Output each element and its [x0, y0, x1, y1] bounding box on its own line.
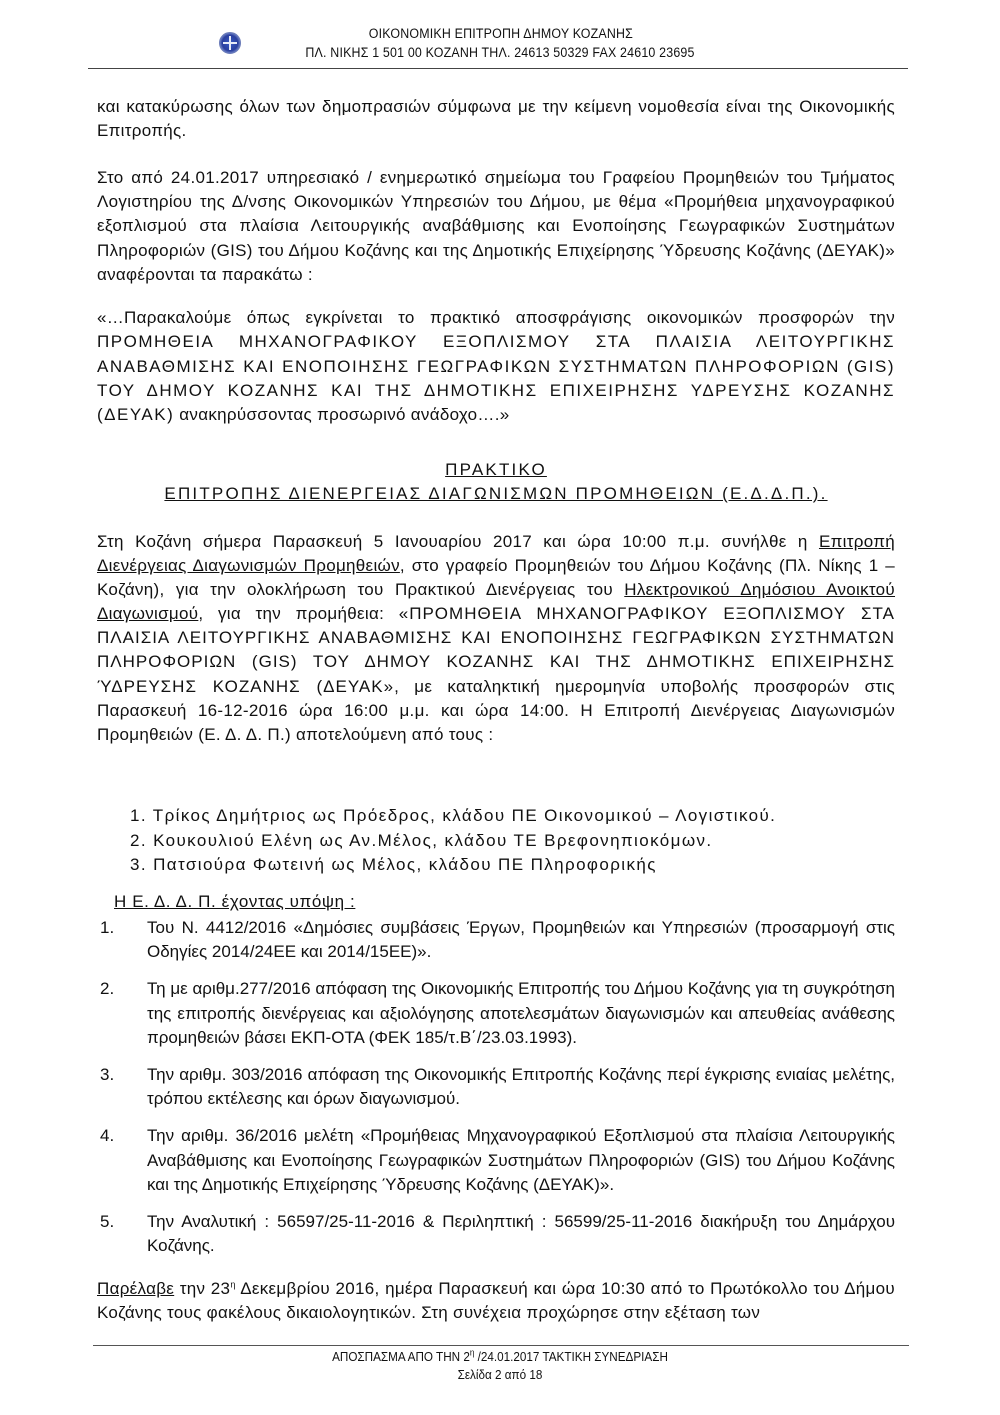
received-paragraph — [97, 1277, 895, 1325]
reference-number: 2. — [100, 979, 115, 999]
letterhead-address: ΠΛ. ΝΙΚΗΣ 1 501 00 ΚΟΖΑΝΗ ΤΗΛ. 24613 50329 FAX 24610 23695 — [305, 45, 695, 60]
received-text-2: Δεκεμβρίου 2016, ημέρα Παρασκευή και ώρα 10:30 από το Πρωτόκολλο του Δήμου Κοζάνης τους φακέλους δικαιολογητικών. Στη συνέχεια προχώρησε στην εξέταση των — [97, 1279, 895, 1323]
footer-ordinal: η — [469, 1347, 475, 1358]
paragraph-memo-text: Στο από 24.01.2017 υπηρεσιακό / ενημερωτικό σημείωμα του Γραφείου Προμηθειών του Τμήματος Λογιστηρίου της Δ/νσης Οικονομικών Υπηρεσιών του Δήμου, με θέμα «Προμήθεια μηχανογραφικού εξοπλισμού στα πλαίσια Λειτουργικής αναβάθμισης και Ενοποίησης Γεωγραφικών Συστημάτων Πληροφοριών (GIS) του Δήμου Κοζάνης και της Δημοτικής Επιχείρησης Ύδρευσης Κοζάνης (ΔΕΥΑΚ)» αναφέρονται τα παρακάτω : — [97, 168, 895, 284]
paragraph-intro — [97, 95, 895, 143]
received-label: Παρέλαβε — [97, 1279, 175, 1298]
page-number: Σελίδα 2 από 18 — [457, 1367, 543, 1382]
committee-members — [130, 804, 900, 878]
footer-session-date: /24.01.2017 ΤΑΚΤΙΚΗ ΣΥΝΕΔΡΙΑΣΗ — [474, 1349, 668, 1364]
reference-text: Τη με αριθμ.277/2016 απόφαση της Οικονομικής Επιτροπής του Δήμου Κοζάνης για τη συγκρότηση της επιτροπής διενέργειας και αξιολόγησης αποτελεσμάτων διαγωνισμών και απευθείας ανάθεσης προμηθειών βάσει ΕΚΠ-ΟΤΑ (ΦΕΚ 185/τ.Β΄/23.03.1993). — [147, 979, 895, 1047]
footer-session-text: ΑΠΟΣΠΑΣΜΑ ΑΠΟ ΤΗΝ 2 — [332, 1349, 470, 1364]
meeting-text-2: , στο γραφείο Προμηθειών του Δήμου Κοζάνης (Πλ. Νίκης 1 – Κοζάνη), για την ολοκλήρωση του Πρακτικού Διενέργειας του — [97, 556, 895, 600]
quote-caps: ΠΡΟΜΗΘΕΙΑ ΜΗΧΑΝΟΓΡΑΦΙΚΟΥ ΕΞΟΠΛΙΣΜΟΥ ΣΤΑ ΠΛΑΙΣΙΑ ΛΕΙΤΟΥΡΓΙΚΗΣ ΑΝΑΒΑΘΜΙΣΗΣ ΚΑΙ ΕΝΟΠΟΙΗΣΗΣ ΓΕΩΓΡΑΦΙΚΩΝ ΣΥΣΤΗΜΑΤΩΝ ΠΛΗΡΟΦΟΡΙΩΝ (GIS) ΤΟΥ ΔΗΜΟΥ ΚΟΖΑΝΗΣ ΚΑΙ ΤΗΣ ΔΗΜΟΤΙΚΗΣ ΕΠΙΧΕΙΡΗΣΗΣ ΥΔΡΕΥΣΗΣ ΚΟΖΑΝΗΣ (ΔΕΥΑΚ) — [97, 332, 895, 425]
references-list — [97, 916, 895, 1271]
reference-text: Του Ν. 4412/2016 «Δημόσιες συμβάσεις Έργων, Προμηθειών και Υπηρεσιών (προσαρμογή στις Οδηγίες 2014/24ΕΕ και 2014/15ΕΕ)». — [147, 918, 895, 962]
reference-number: 5. — [100, 1212, 115, 1232]
quote-intro: «…Παρακαλούμε όπως εγκρίνεται το πρακτικό αποσφράγισης οικονομικών προσφορών την — [97, 308, 895, 327]
reference-number: 1. — [100, 918, 115, 937]
reference-item — [97, 916, 895, 964]
paragraph-intro-text: και κατακύρωσης όλων των δημοπρασιών σύμφωνα με την κείμενη νομοθεσία είναι της Οικονομικής Επιτροπής. — [97, 97, 895, 141]
committee-heading: ΕΠΙΤΡΟΠΗΣ ΔΙΕΝΕΡΓΕΙΑΣ ΔΙΑΓΩΝΙΣΜΩΝ ΠΡΟΜΗΘΕΙΩΝ (Ε.Δ.Δ.Π.). — [164, 484, 828, 503]
header-divider — [88, 68, 908, 69]
member-item: 1. Τρίκος Δημήτριος ως Πρόεδρος, κλάδου ΠΕ Οικονομικού – Λογιστικού. — [130, 806, 777, 825]
reference-text: Την αριθμ. 303/2016 απόφαση της Οικονομικής Επιτροπής Κοζάνης περί έγκρισης ενιαίας μελέτης, τρόπου εκτέλεσης και όρων διαγωνισμού. — [147, 1065, 895, 1109]
quote-end: ανακηρύσσοντας προσωρινό ανάδοχο….» — [174, 405, 510, 425]
footer-divider — [93, 1345, 909, 1346]
considering-heading: Η Ε. Δ. Δ. Π. έχοντας υπόψη : — [114, 892, 356, 911]
reference-number: 3. — [100, 1065, 115, 1085]
letterhead — [0, 24, 1000, 62]
reference-item — [97, 977, 895, 1050]
committee-name: Επιτροπή Διενέργειας Διαγωνισμών Προμηθειών — [97, 532, 895, 576]
meeting-text-1: Στη Κοζάνη σήμερα Παρασκευή 5 Ιανουαρίου 2017 και ώρα 10:00 π.μ. συνήλθε η — [97, 532, 819, 551]
received-text-1: την 23 — [174, 1279, 231, 1298]
paragraph-memo — [97, 166, 895, 287]
minutes-heading: ΠΡΑΚΤΙΚΟ — [445, 460, 547, 479]
reference-number: 4. — [100, 1126, 115, 1146]
ordinal-suffix: η — [230, 1279, 236, 1290]
tender-type: Ηλεκτρονικού Δημόσιου Ανοικτού Διαγωνισμού — [97, 580, 896, 624]
reference-item — [97, 1063, 895, 1111]
minutes-title — [97, 458, 895, 506]
footer-session — [50, 1348, 950, 1366]
letterhead-title: ΟΙΚΟΝΟΜΙΚΗ ΕΠΙΤΡΟΠΗ ΔΗΜΟΥ ΚΟΖΑΝΗΣ — [368, 26, 634, 41]
member-item: 3. Πατσιούρα Φωτεινή ως Μέλος, κλάδου ΠΕ Πληροφορικής — [130, 855, 657, 874]
meeting-paragraph — [97, 530, 895, 747]
page-footer — [0, 1348, 1000, 1384]
procurement-title: «ΠΡΟΜΗΘΕΙΑ ΜΗΧΑΝΟΓΡΑΦΙΚΟΥ ΕΞΟΠΛΙΣΜΟΥ ΣΤΑ ΠΛΑΙΣΙΑ ΛΕΙΤΟΥΡΓΙΚΗΣ ΑΝΑΒΑΘΜΙΣΗΣ ΚΑΙ ΕΝΟΠΟΙΗΣΗΣ ΓΕΩΓΡΑΦΙΚΩΝ ΣΥΣΤΗΜΑΤΩΝ ΠΛΗΡΟΦΟΡΙΩΝ (GIS) ΤΟΥ ΔΗΜΟΥ ΚΟΖΑΝΗΣ ΚΑΙ ΤΗΣ ΔΗΜΟΤΙΚΗΣ ΕΠΙΧΕΙΡΗΣΗΣ ΎΔΡΕΥΣΗΣ ΚΟΖΑΝΗΣ (ΔΕΥΑΚ» — [97, 604, 896, 696]
reference-text: Την αριθμ. 36/2016 μελέτη «Προμήθειας Μηχανογραφικού Εξοπλισμού στα πλαίσια Λειτουργικής Αναβάθμισης και Ενοποίησης Γεωγραφικών Συστημάτων Πληροφοριών (GIS) του Δήμου Κοζάνης και της Δημοτικής Επιχείρησης Ύδρευσης Κοζάνης (ΔΕΥΑΚ)». — [147, 1126, 895, 1194]
meeting-text-4: , με καταληκτική ημερομηνία υποβολής προσφορών στις Παρασκευή 16-12-2016 ώρα 16:00 μ.μ. και ώρα 14:00. Η Επιτροπή Διενέργειας Διαγωνισμών Προμηθειών (Ε. Δ. Δ. Π.) αποτελούμενη από τους : — [97, 676, 895, 744]
quoted-request — [97, 306, 895, 427]
member-item: 2. Κουκουλιού Ελένη ως Αν.Μέλος, κλάδου ΤΕ Βρεφονηπιοκόμων. — [130, 830, 713, 850]
reference-text: Την Αναλυτική : 56597/25-11-2016 & Περιληπτική : 56599/25-11-2016 διακήρυξη του Δημάρχου Κοζάνης. — [147, 1212, 895, 1256]
meeting-text-3: , για την προμήθεια: — [198, 604, 399, 624]
reference-item — [97, 1124, 895, 1197]
reference-item — [97, 1210, 895, 1258]
